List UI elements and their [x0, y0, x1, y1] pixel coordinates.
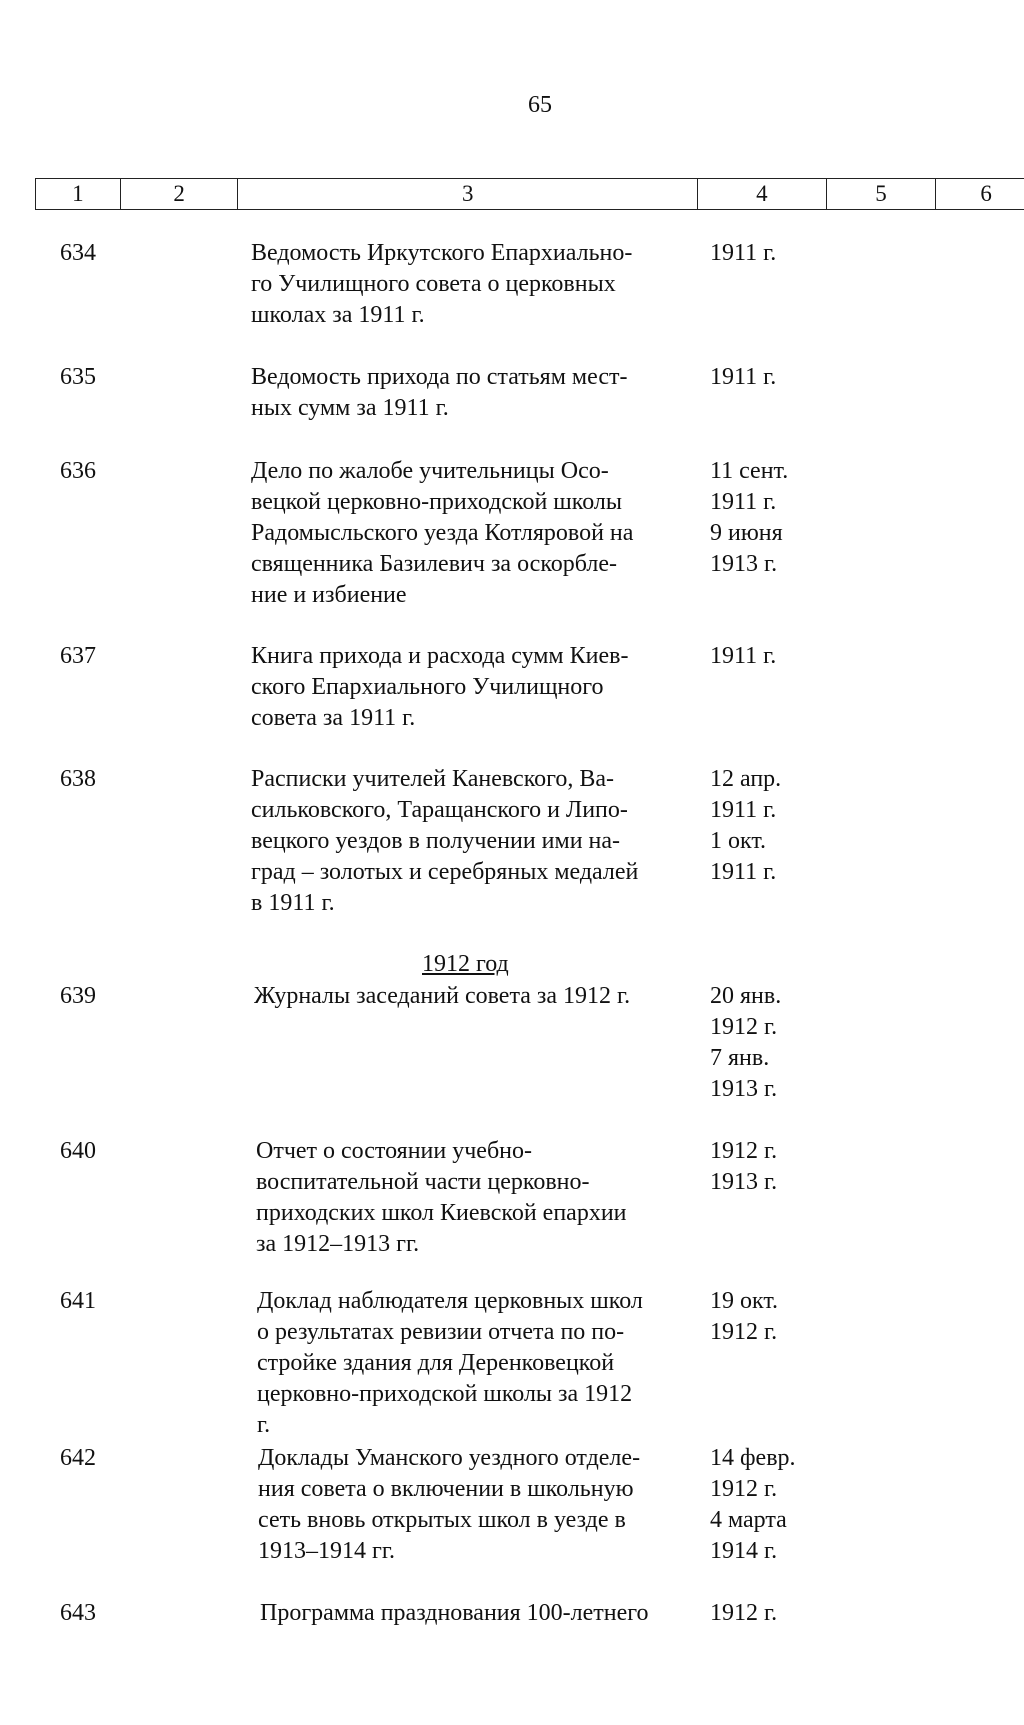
page-number: 65 [528, 92, 552, 118]
entry-number: 643 [60, 1600, 96, 1626]
entry-number: 638 [60, 766, 96, 792]
description-line: ние и избиение [251, 582, 407, 608]
description-line: 1913–1914 гг. [258, 1538, 395, 1564]
entry-number: 634 [60, 240, 96, 266]
date-line: 4 марта [710, 1507, 787, 1533]
entry-description [251, 456, 701, 611]
date-line: 9 июня [710, 520, 783, 546]
date-line: 1911 г. [710, 489, 777, 515]
description-line: вецкого уездов в получении ими на- [251, 828, 621, 854]
entry-description [258, 1443, 708, 1567]
description-line: совета за 1911 г. [251, 705, 416, 731]
column-header: 5 [827, 179, 937, 209]
entry-description [251, 238, 701, 331]
date-line: 1911 г. [710, 364, 777, 390]
entry-dates [710, 764, 820, 888]
date-line: 1911 г. [710, 240, 777, 266]
entry-description [256, 1136, 706, 1260]
description-line: приходских школ Киевской епархии [256, 1200, 627, 1226]
entry-dates [710, 362, 820, 393]
date-line: 1912 г. [710, 1476, 778, 1502]
entry-dates [710, 1598, 820, 1629]
date-line: 1912 г. [710, 1138, 778, 1164]
description-line: школах за 1911 г. [251, 302, 425, 328]
date-line: 1912 г. [710, 1014, 778, 1040]
description-line: Доклад наблюдателя церковных школ [257, 1288, 643, 1314]
description-line: Журналы заседаний совета за 1912 г. [254, 983, 631, 1009]
description-line: Расписки учителей Каневского, Ва- [251, 766, 615, 792]
entry-dates [710, 238, 820, 269]
column-header: 2 [121, 179, 239, 209]
column-header: 4 [698, 179, 827, 209]
description-line: Ведомость Иркутского Епархиально- [251, 240, 633, 266]
date-line: 1911 г. [710, 643, 777, 669]
date-line: 1913 г. [710, 551, 778, 577]
date-line: 7 янв. [710, 1045, 770, 1071]
description-line: за 1912–1913 гг. [256, 1231, 420, 1257]
entry-number: 639 [60, 983, 96, 1009]
entry-description [251, 641, 701, 734]
description-line: г. [257, 1412, 271, 1438]
entry-description [254, 981, 704, 1012]
description-line: Программа празднования 100-летнего [260, 1600, 649, 1626]
description-line: сеть вновь открытых школ в уезде в [258, 1507, 626, 1533]
entry-description [260, 1598, 710, 1629]
entry-number: 636 [60, 458, 96, 484]
description-line: град – золотых и серебряных медалей [251, 859, 639, 885]
entry-number: 640 [60, 1138, 96, 1164]
description-line: го Училищного совета о церковных [251, 271, 616, 297]
entry-number: 642 [60, 1445, 96, 1471]
description-line: церковно-приходской школы за 1912 [257, 1381, 633, 1407]
entry-dates [710, 1443, 820, 1567]
date-line: 1911 г. [710, 797, 777, 823]
description-line: Отчет о состоянии учебно- [256, 1138, 532, 1164]
date-line: 1911 г. [710, 859, 777, 885]
date-line: 1 окт. [710, 828, 767, 854]
year-heading: 1912 год [422, 951, 509, 977]
date-line: 1913 г. [710, 1169, 778, 1195]
date-line: 1912 г. [710, 1319, 778, 1345]
description-line: ных сумм за 1911 г. [251, 395, 449, 421]
entry-number: 641 [60, 1288, 96, 1314]
date-line: 14 февр. [710, 1445, 796, 1471]
date-line: 1913 г. [710, 1076, 778, 1102]
entry-dates [710, 641, 820, 672]
description-line: Радомысльского уезда Котляровой на [251, 520, 634, 546]
description-line: вецкой церковно-приходской школы [251, 489, 623, 515]
description-line: сильковского, Таращанского и Липо- [251, 797, 628, 823]
date-line: 19 окт. [710, 1288, 779, 1314]
date-line: 1912 г. [710, 1600, 778, 1626]
entry-dates [710, 456, 820, 580]
entry-description [251, 362, 701, 424]
description-line: о результатах ревизии отчета по по- [257, 1319, 625, 1345]
entry-number: 637 [60, 643, 96, 669]
entry-dates [710, 1286, 820, 1348]
entry-number: 635 [60, 364, 96, 390]
description-line: воспитательной части церковно- [256, 1169, 590, 1195]
description-line: в 1911 г. [251, 890, 335, 916]
column-header: 1 [36, 179, 121, 209]
column-header: 3 [238, 179, 698, 209]
description-line: Книга прихода и расхода сумм Киев- [251, 643, 629, 669]
description-line: ского Епархиального Училищного [251, 674, 604, 700]
description-line: ния совета о включении в школьную [258, 1476, 634, 1502]
entry-description [257, 1286, 707, 1441]
date-line: 1914 г. [710, 1538, 778, 1564]
column-header-row [35, 178, 1024, 210]
description-line: священника Базилевич за оскорбле- [251, 551, 618, 577]
entry-description [251, 764, 701, 919]
column-header: 6 [980, 181, 992, 206]
date-line: 20 янв. [710, 983, 782, 1009]
description-line: Доклады Уманского уездного отделе- [258, 1445, 641, 1471]
description-line: Дело по жалобе учительницы Осо- [251, 458, 609, 484]
date-line: 11 сент. [710, 458, 789, 484]
entry-dates [710, 981, 820, 1105]
date-line: 12 апр. [710, 766, 782, 792]
entry-dates [710, 1136, 820, 1198]
description-line: стройке здания для Деренковецкой [257, 1350, 615, 1376]
description-line: Ведомость прихода по статьям мест- [251, 364, 628, 390]
